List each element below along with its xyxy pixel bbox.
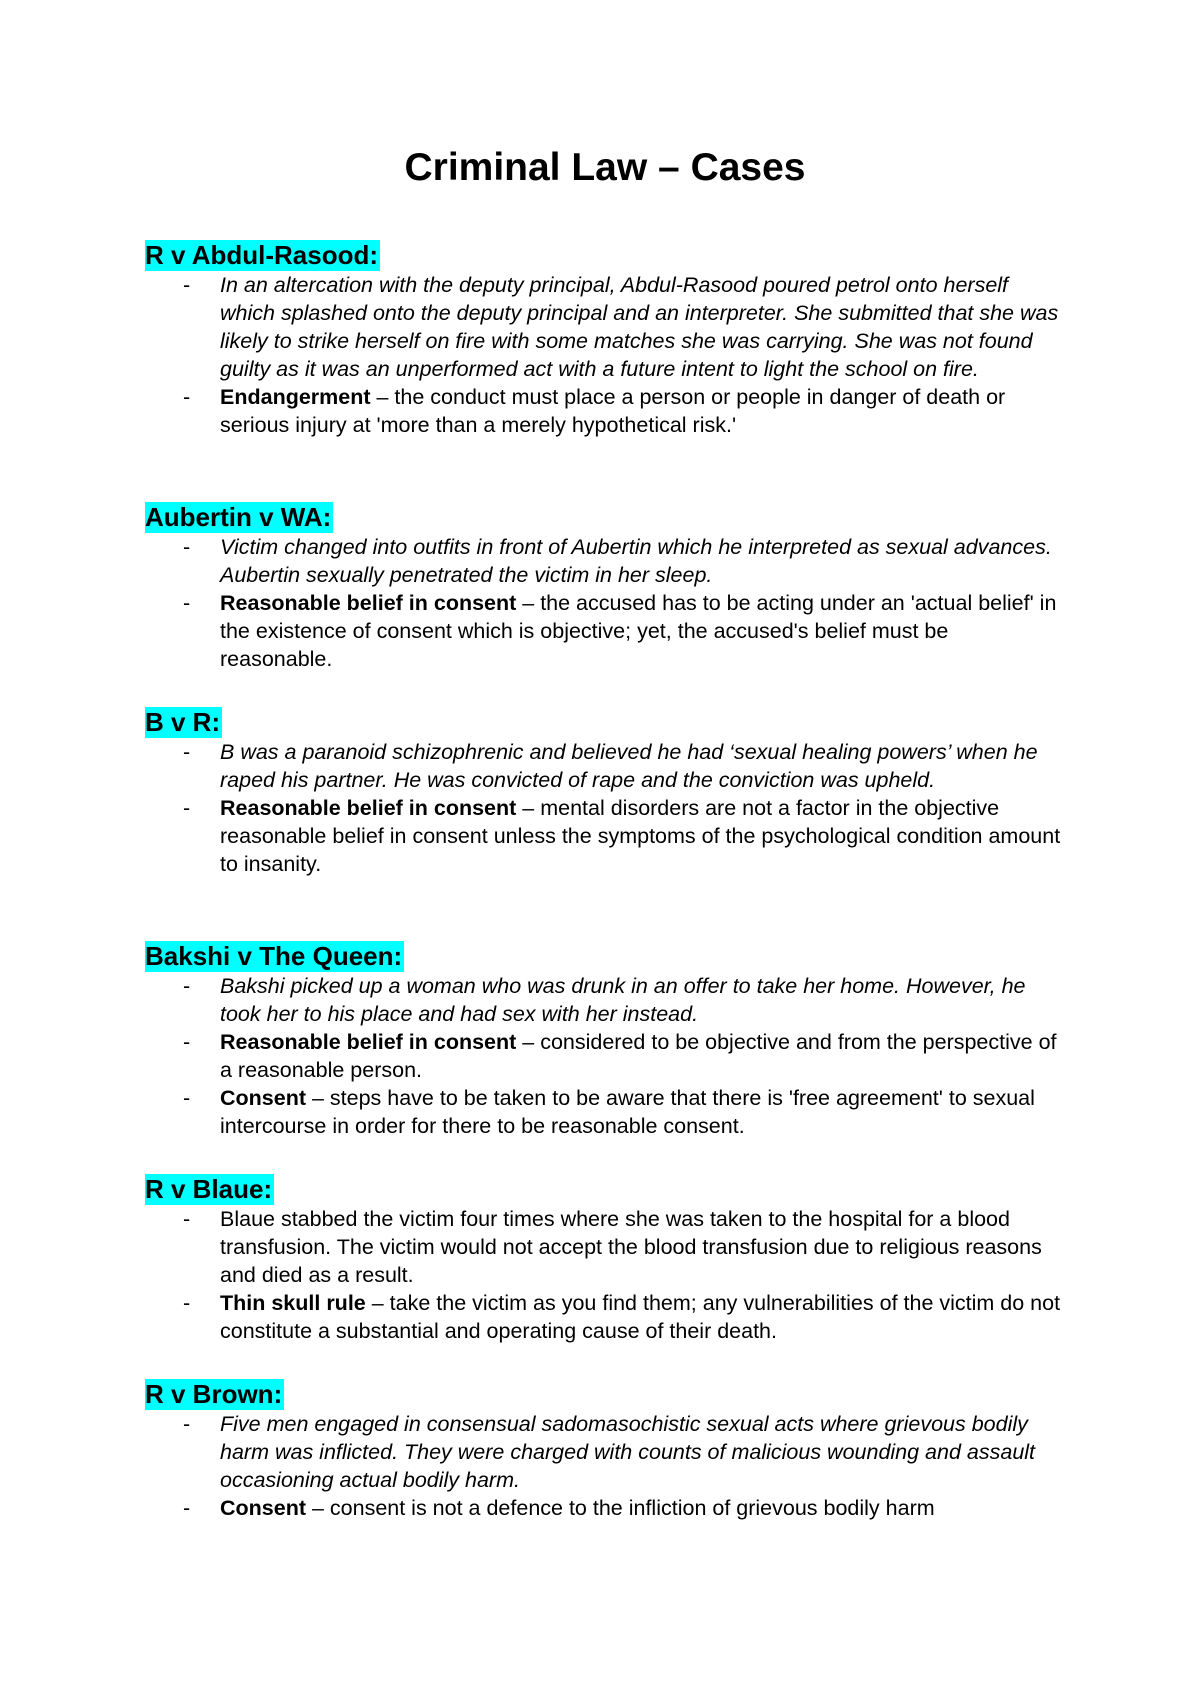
legal-principal (145, 1289, 1065, 1345)
bullet-dash: - (183, 796, 191, 820)
legal-principal (145, 1494, 1065, 1522)
principle-term: Reasonable belief in consent (220, 591, 517, 615)
facts-text: B was a paranoid schizophrenic and believed he had ‘sexual healing powers’ when he raped his partner. He was convicted of rape and the conviction was upheld. (220, 740, 1038, 792)
case-facts (145, 972, 1065, 1028)
case-section (145, 240, 1065, 439)
facts-text: In an altercation with the deputy principal, Abdul-Rasood poured petrol onto herself which splashed onto the deputy principal and an interpreter. She submitted that she was likely to strike herself on fire with some matches she was carrying. She was not found guilty as it was an unperformed act with a future intent to light the school on fire. (220, 273, 1059, 381)
bullet-dash: - (183, 1412, 191, 1436)
case-points (145, 271, 1065, 439)
principle-text: – steps have to be taken to be aware that there is 'free agreement' to sexual intercourse in order for there to be reasonable consent. (220, 1086, 1035, 1138)
facts-text: Blaue stabbed the victim four times where she was taken to the hospital for a blood transfusion. The victim would not accept the blood transfusion due to religious reasons and died as a result. (220, 1207, 1042, 1287)
principle-text: – consent is not a defence to the infliction of grievous bodily harm (306, 1496, 935, 1520)
principle-term: Consent (220, 1086, 306, 1110)
case-facts (145, 271, 1065, 383)
case-heading: Bakshi v The Queen: (145, 941, 403, 971)
bullet-dash: - (183, 1030, 191, 1054)
bullet-dash: - (183, 974, 191, 998)
bullet-dash: - (183, 1291, 191, 1315)
case-section (145, 1379, 1065, 1522)
case-facts (145, 533, 1065, 589)
case-section (145, 941, 1065, 1140)
facts-text: Five men engaged in consensual sadomasochistic sexual acts where grievous bodily harm was inflicted. They were charged with counts of malicious wounding and assault occasioning actual bodily harm. (220, 1412, 1036, 1492)
case-facts (145, 1205, 1065, 1289)
principle-text: – the conduct must place a person or people in danger of death or serious injury at 'more than a merely hypothetical risk.' (220, 385, 1006, 437)
case-heading: B v R: (145, 707, 221, 737)
bullet-dash: - (183, 740, 191, 764)
case-points (145, 1205, 1065, 1345)
bullet-dash: - (183, 1086, 191, 1110)
principle-term: Reasonable belief in consent (220, 1030, 517, 1054)
legal-principal (145, 1028, 1065, 1084)
legal-principal (145, 383, 1065, 439)
legal-principal (145, 589, 1065, 673)
case-heading: R v Blaue: (145, 1174, 273, 1204)
principle-text: – considered to be objective and from the perspective of a reasonable person. (220, 1030, 1057, 1082)
case-facts (145, 738, 1065, 794)
bullet-dash: - (183, 535, 191, 559)
bullet-dash: - (183, 273, 191, 297)
case-points (145, 533, 1065, 673)
case-points (145, 972, 1065, 1140)
bullet-dash: - (183, 1207, 191, 1231)
legal-principal (145, 1084, 1065, 1140)
facts-text: Bakshi picked up a woman who was drunk in an offer to take her home. However, he took her to his place and had sex with her instead. (220, 974, 1026, 1026)
case-points (145, 738, 1065, 878)
bullet-dash: - (183, 591, 191, 615)
case-section (145, 707, 1065, 878)
case-heading: R v Brown: (145, 1379, 283, 1409)
principle-term: Endangerment (220, 385, 371, 409)
case-heading: R v Abdul-Rasood: (145, 240, 379, 270)
facts-text: Victim changed into outfits in front of Aubertin which he interpreted as sexual advances. Aubertin sexually penetrated the victim in her sleep. (220, 535, 1052, 587)
principle-text: – mental disorders are not a factor in the objective reasonable belief in consent unless the symptoms of the psychological condition amount to insanity. (220, 796, 1061, 876)
page-title: Criminal Law – Cases (404, 146, 806, 189)
case-section (145, 1174, 1065, 1345)
principle-text: – take the victim as you find them; any vulnerabilities of the victim do not constitute a substantial and operating cause of their death. (220, 1291, 1061, 1343)
case-section (145, 502, 1065, 673)
principle-term: Consent (220, 1496, 306, 1520)
bullet-dash: - (183, 385, 191, 409)
principle-term: Thin skull rule (220, 1291, 366, 1315)
legal-principal (145, 794, 1065, 878)
case-facts (145, 1410, 1065, 1494)
case-points (145, 1410, 1065, 1522)
principle-term: Reasonable belief in consent (220, 796, 517, 820)
bullet-dash: - (183, 1496, 191, 1520)
principle-text: – the accused has to be acting under an 'actual belief' in the existence of consent which is objective; yet, the accused's belief must be reasonable. (220, 591, 1057, 671)
case-heading: Aubertin v WA: (145, 502, 332, 532)
